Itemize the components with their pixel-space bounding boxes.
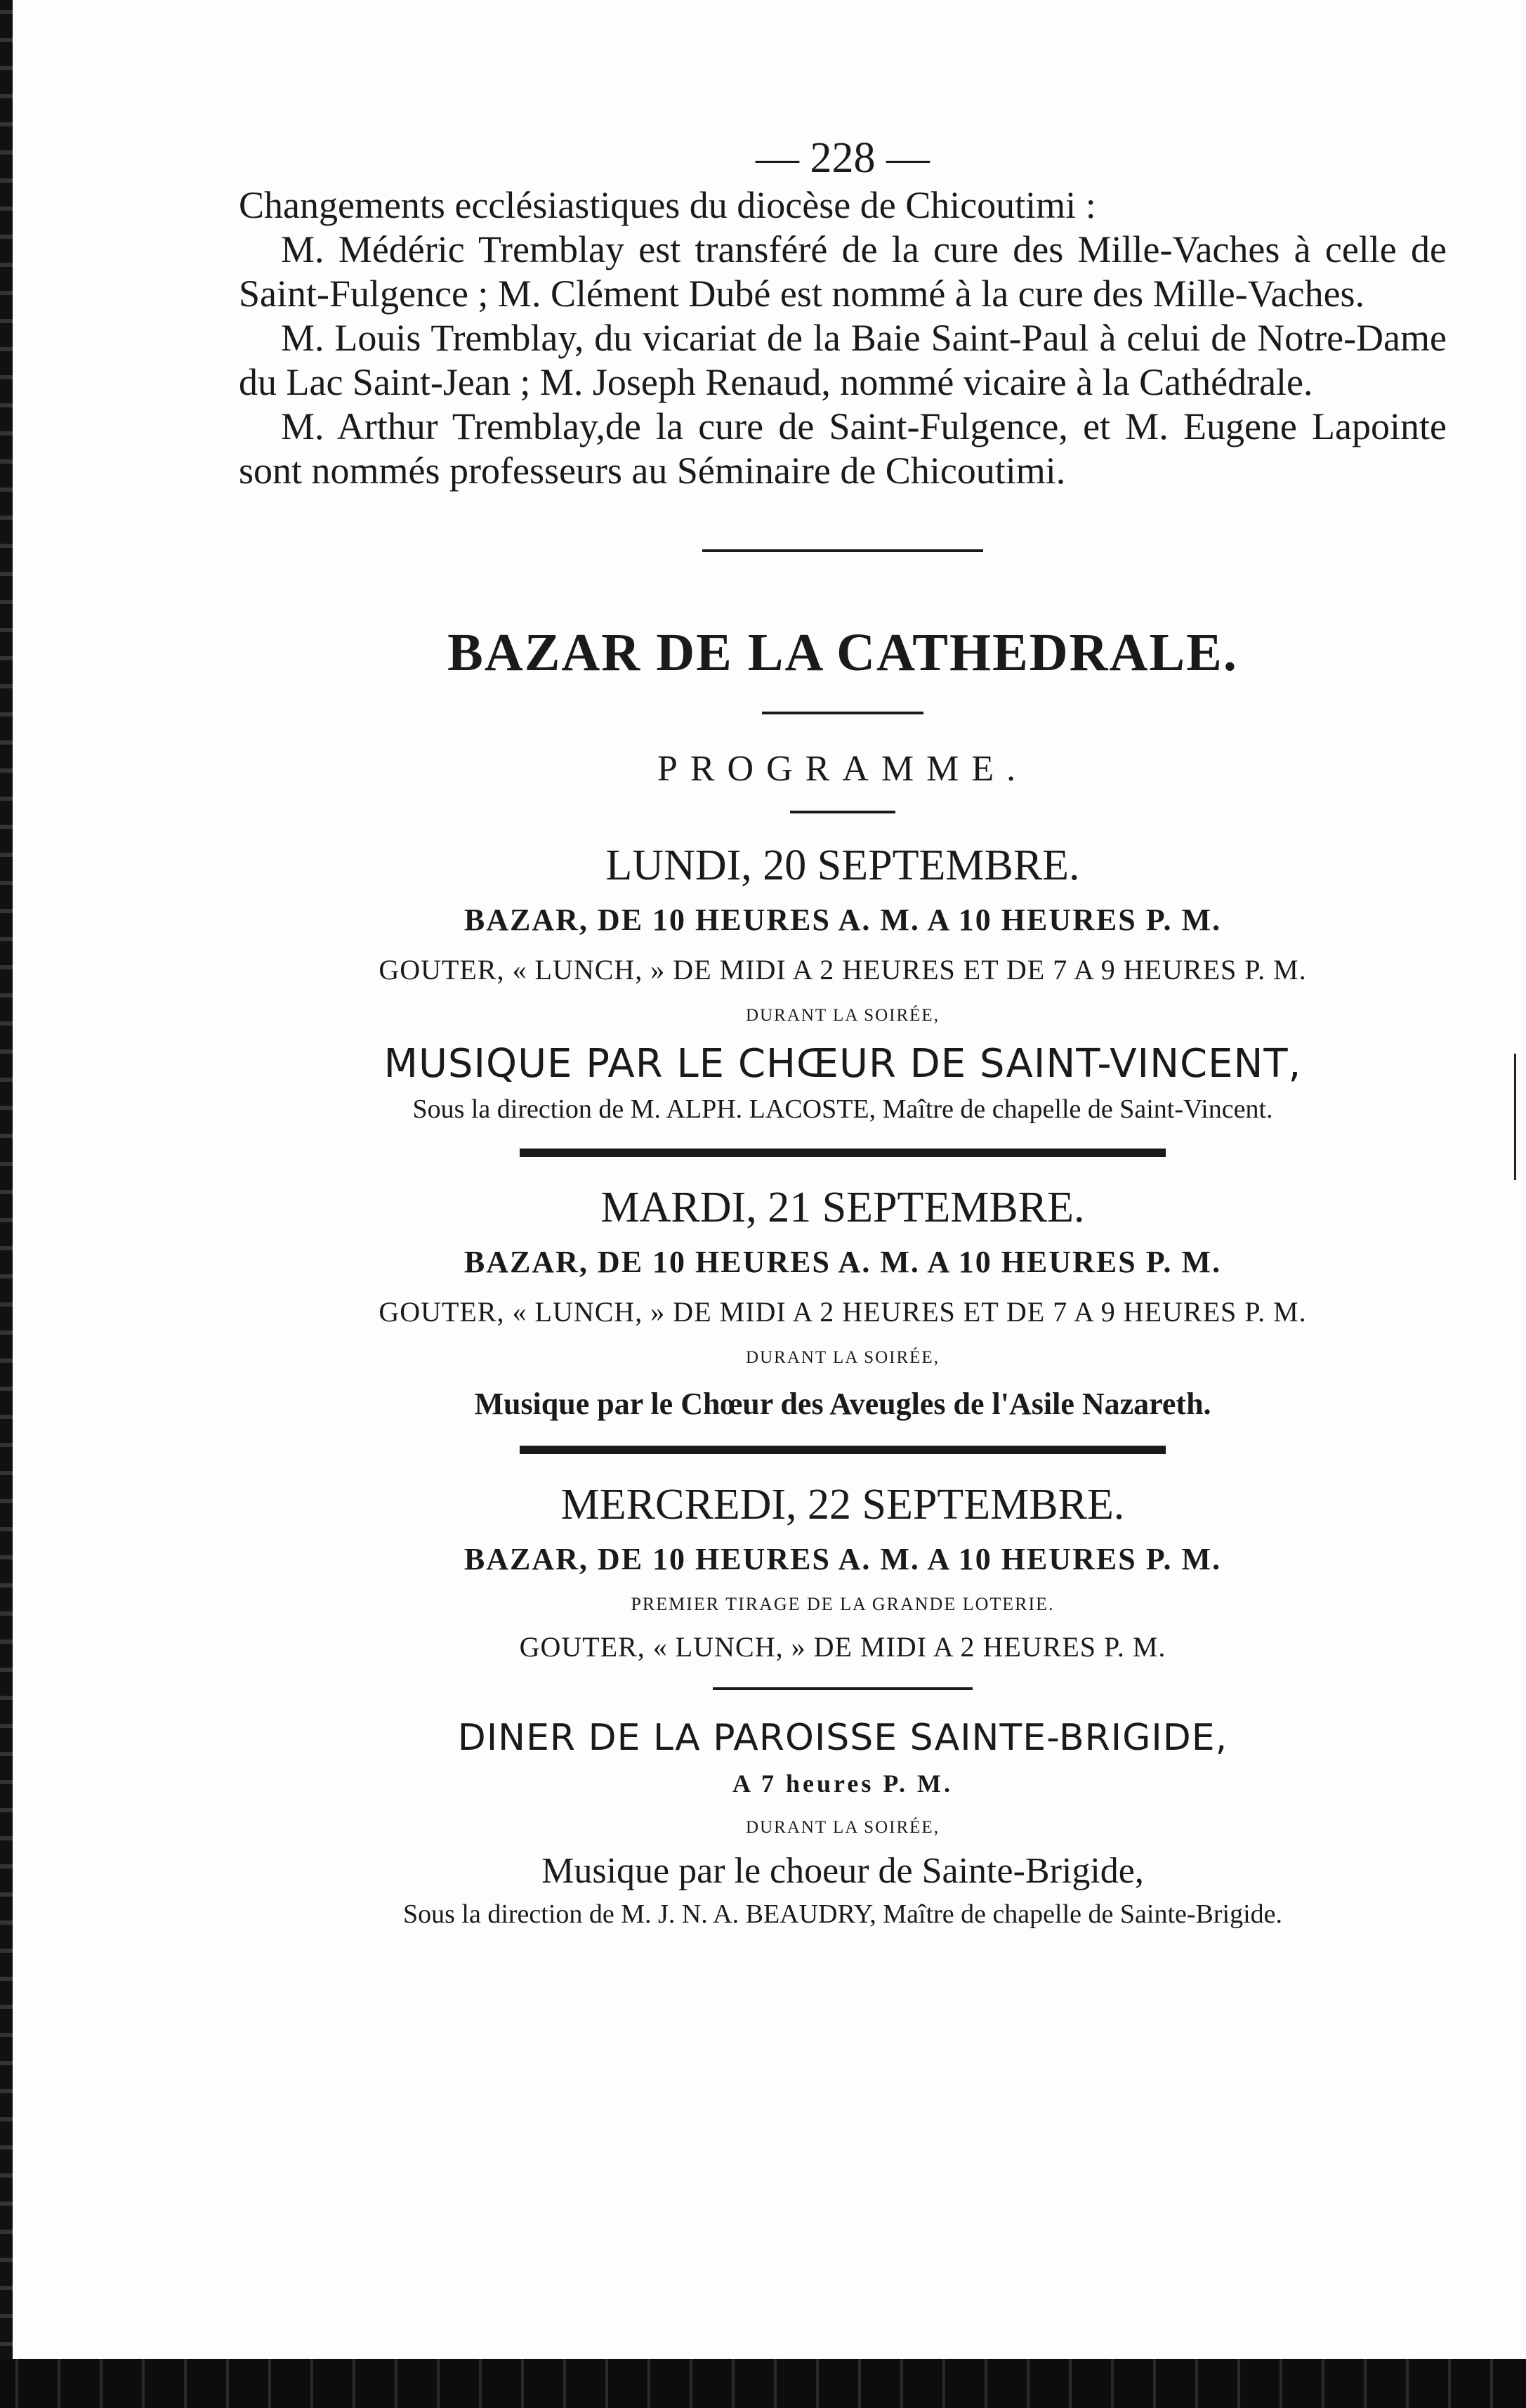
- mercredi-day: MERCREDI, 22 SEPTEMBRE.: [560, 1481, 1125, 1529]
- mercredi-tirage: PREMIER TIRAGE DE LA GRANDE LOTERIE.: [631, 1594, 1055, 1614]
- diner-section: [239, 1717, 1447, 1930]
- lundi-musique: MUSIQUE PAR LE CHŒUR DE SAINT-VINCENT,: [383, 1041, 1302, 1087]
- lundi-gouter: GOUTER, « LUNCH, » DE MIDI A 2 HEURES ET DE 7 A 9 HEURES P. M.: [379, 954, 1307, 986]
- document-page: [239, 133, 1447, 1930]
- bazar-title: BAZAR DE LA CATHEDRALE.: [447, 623, 1238, 682]
- lundi-soiree: DURANT LA SOIRÉE,: [746, 1006, 940, 1025]
- diner-musique: Musique par le choeur de Sainte-Brigide,: [541, 1851, 1144, 1891]
- right-margin-rule: [1514, 1054, 1516, 1180]
- bottom-page-edge: [0, 2359, 1526, 2408]
- lundi-hours: BAZAR, DE 10 HEURES A. M. A 10 HEURES P. M.: [463, 903, 1222, 937]
- heavy-divider: [520, 1446, 1166, 1454]
- heavy-divider: [520, 1149, 1166, 1157]
- diner-direction: Sous la direction de M. J. N. A. BEAUDRY, Maître de chapelle de Sainte-Brigide.: [402, 1899, 1283, 1929]
- title-divider: [762, 712, 923, 714]
- lundi-direction: Sous la direction de M. ALPH. LACOSTE, Maître de chapelle de Saint-Vincent.: [412, 1094, 1273, 1124]
- section-divider: [702, 549, 983, 552]
- mardi-section: [239, 1182, 1447, 1422]
- mardi-hours: BAZAR, DE 10 HEURES A. M. A 10 HEURES P. M.: [463, 1245, 1222, 1279]
- section-divider: [713, 1687, 973, 1690]
- mardi-soiree: DURANT LA SOIRÉE,: [746, 1348, 940, 1367]
- mercredi-hours: BAZAR, DE 10 HEURES A. M. A 10 HEURES P. M.: [463, 1542, 1222, 1576]
- lundi-day: LUNDI, 20 SEPTEMBRE.: [605, 842, 1080, 889]
- paragraph-3: M. Arthur Tremblay,de la cure de Saint-Fulgence, et M. Eugene Lapointe sont nommés professeurs au Séminaire de Chicoutimi.: [239, 405, 1447, 492]
- paragraph-2: M. Louis Tremblay, du vicariat de la Baie Saint-Paul à celui de Notre-Dame du Lac Saint-Jean ; M. Joseph Renaud, nommé vicaire à la Cathédrale.: [239, 317, 1447, 403]
- mardi-gouter: GOUTER, « LUNCH, » DE MIDI A 2 HEURES ET DE 7 A 9 HEURES P. M.: [379, 1296, 1307, 1328]
- diner-time: A 7 heures P. M.: [732, 1769, 953, 1798]
- mercredi-section: [239, 1479, 1447, 1663]
- programme-divider: [790, 811, 895, 813]
- paragraph-1: M. Médéric Tremblay est transféré de la cure des Mille-Vaches à celle de Saint-Fulgence ; M. Clément Dubé est nommé à la cure des Mille-Vaches.: [239, 228, 1447, 315]
- diner-title: DINER DE LA PAROISSE SAINTE-BRIGIDE,: [457, 1717, 1228, 1759]
- page-number: — 228 —: [756, 134, 930, 182]
- paragraph-heading: Changements ecclésiastiques du diocèse de Chicoutimi :: [239, 184, 1096, 226]
- mardi-day: MARDI, 21 SEPTEMBRE.: [600, 1184, 1085, 1231]
- programme-heading: PROGRAMME.: [657, 749, 1029, 789]
- left-page-edge: [0, 0, 13, 2408]
- diner-soiree: DURANT LA SOIRÉE,: [746, 1818, 940, 1837]
- mardi-musique: Musique par le Chœur des Aveugles de l'Asile Nazareth.: [474, 1387, 1211, 1421]
- lundi-section: [239, 840, 1447, 1125]
- mercredi-gouter: GOUTER, « LUNCH, » DE MIDI A 2 HEURES P. M.: [519, 1631, 1166, 1663]
